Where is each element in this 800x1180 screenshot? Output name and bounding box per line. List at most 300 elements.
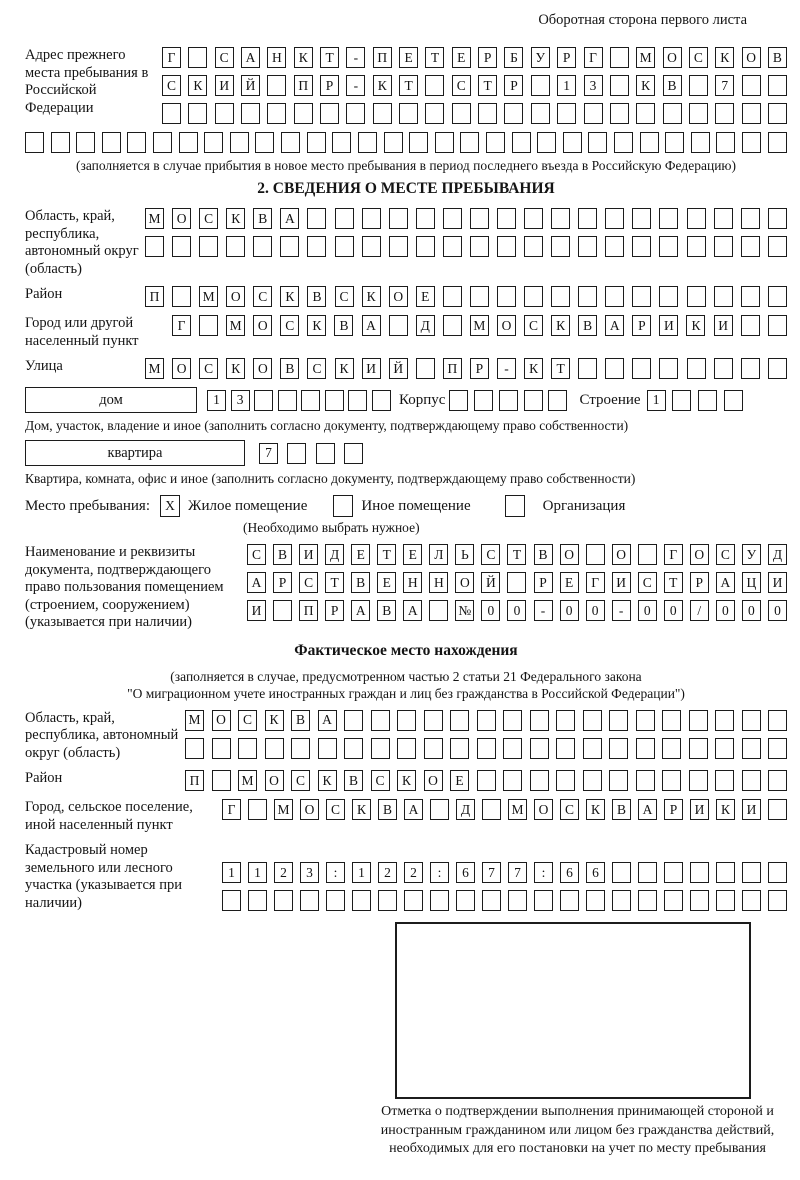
char-cell[interactable] (185, 738, 204, 759)
char-cell[interactable] (563, 132, 582, 153)
char-cell[interactable]: В (307, 286, 326, 307)
char-cell[interactable]: В (663, 75, 682, 96)
char-cell[interactable] (664, 862, 683, 883)
char-cell[interactable]: В (273, 544, 292, 565)
char-cell[interactable] (425, 103, 444, 124)
char-cell[interactable] (741, 286, 760, 307)
char-cell[interactable] (429, 600, 448, 621)
char-cell[interactable] (768, 315, 787, 336)
char-cell[interactable] (443, 208, 462, 229)
char-cell[interactable]: Й (481, 572, 500, 593)
char-cell[interactable] (389, 315, 408, 336)
char-cell[interactable]: 3 (300, 862, 319, 883)
char-cell[interactable] (443, 315, 462, 336)
char-cell[interactable] (344, 443, 363, 464)
char-cell[interactable] (332, 132, 351, 153)
char-cell[interactable] (741, 315, 760, 336)
char-cell[interactable] (508, 890, 527, 911)
char-cell[interactable]: К (188, 75, 207, 96)
char-cell[interactable]: 1 (352, 862, 371, 883)
char-cell[interactable]: В (334, 315, 353, 336)
char-cell[interactable] (497, 286, 516, 307)
char-cell[interactable] (741, 236, 760, 257)
char-cell[interactable] (253, 236, 272, 257)
char-cell[interactable]: А (362, 315, 381, 336)
char-cell[interactable] (477, 738, 496, 759)
char-cell[interactable] (534, 890, 553, 911)
char-cell[interactable]: П (145, 286, 164, 307)
char-cell[interactable]: Р (320, 75, 339, 96)
char-cell[interactable] (716, 132, 735, 153)
char-cell[interactable] (162, 103, 181, 124)
char-cell[interactable]: А (605, 315, 624, 336)
char-cell[interactable]: 2 (378, 862, 397, 883)
char-cell[interactable]: И (299, 544, 318, 565)
char-cell[interactable] (556, 738, 575, 759)
char-cell[interactable]: 0 (638, 600, 657, 621)
char-cell[interactable]: И (659, 315, 678, 336)
char-cell[interactable]: К (362, 286, 381, 307)
char-cell[interactable]: С (247, 544, 266, 565)
char-cell[interactable] (768, 799, 787, 820)
char-cell[interactable] (450, 738, 469, 759)
char-cell[interactable]: О (300, 799, 319, 820)
char-cell[interactable] (316, 443, 335, 464)
char-cell[interactable] (503, 770, 522, 791)
char-cell[interactable] (638, 890, 657, 911)
char-cell[interactable]: К (524, 358, 543, 379)
char-cell[interactable]: 7 (715, 75, 734, 96)
char-cell[interactable]: Р (557, 47, 576, 68)
char-cell[interactable] (768, 890, 787, 911)
char-cell[interactable]: С (291, 770, 310, 791)
char-cell[interactable] (443, 236, 462, 257)
char-cell[interactable] (605, 286, 624, 307)
char-cell[interactable]: 2 (274, 862, 293, 883)
char-cell[interactable]: В (291, 710, 310, 731)
char-cell[interactable]: С (238, 710, 257, 731)
char-cell[interactable] (51, 132, 70, 153)
char-cell[interactable] (430, 799, 449, 820)
stay-type-checkbox-residential[interactable]: X (160, 495, 180, 517)
char-cell[interactable]: - (612, 600, 631, 621)
char-cell[interactable]: Г (586, 572, 605, 593)
char-cell[interactable]: 0 (560, 600, 579, 621)
char-cell[interactable]: Г (222, 799, 241, 820)
char-cell[interactable] (287, 443, 306, 464)
char-cell[interactable]: О (172, 358, 191, 379)
char-cell[interactable] (497, 208, 516, 229)
char-cell[interactable]: Г (584, 47, 603, 68)
char-cell[interactable] (768, 286, 787, 307)
char-cell[interactable] (742, 862, 761, 883)
char-cell[interactable]: Г (664, 544, 683, 565)
char-cell[interactable]: Т (664, 572, 683, 593)
char-cell[interactable]: К (373, 75, 392, 96)
char-cell[interactable]: : (326, 862, 345, 883)
char-cell[interactable]: С (716, 544, 735, 565)
char-cell[interactable]: 0 (507, 600, 526, 621)
char-cell[interactable] (265, 738, 284, 759)
char-cell[interactable]: С (215, 47, 234, 68)
char-cell[interactable] (512, 132, 531, 153)
char-cell[interactable]: М (238, 770, 257, 791)
char-cell[interactable]: С (481, 544, 500, 565)
char-cell[interactable]: В (378, 799, 397, 820)
char-cell[interactable] (742, 103, 761, 124)
char-cell[interactable] (425, 75, 444, 96)
char-cell[interactable]: М (636, 47, 655, 68)
char-cell[interactable]: К (715, 47, 734, 68)
char-cell[interactable]: А (318, 710, 337, 731)
char-cell[interactable]: Г (162, 47, 181, 68)
char-cell[interactable] (188, 103, 207, 124)
char-cell[interactable]: И (247, 600, 266, 621)
char-cell[interactable] (662, 710, 681, 731)
char-cell[interactable] (416, 236, 435, 257)
char-cell[interactable] (659, 358, 678, 379)
char-cell[interactable]: В (351, 572, 370, 593)
char-cell[interactable] (335, 236, 354, 257)
char-cell[interactable]: Д (768, 544, 787, 565)
char-cell[interactable] (318, 738, 337, 759)
char-cell[interactable] (230, 132, 249, 153)
char-cell[interactable] (25, 132, 44, 153)
char-cell[interactable] (614, 132, 633, 153)
char-cell[interactable] (320, 103, 339, 124)
char-cell[interactable] (741, 358, 760, 379)
char-cell[interactable]: Е (377, 572, 396, 593)
char-cell[interactable] (742, 890, 761, 911)
char-cell[interactable] (504, 103, 523, 124)
char-cell[interactable] (551, 286, 570, 307)
char-cell[interactable]: Т (325, 572, 344, 593)
char-cell[interactable] (687, 208, 706, 229)
char-cell[interactable]: Е (403, 544, 422, 565)
char-cell[interactable]: Д (325, 544, 344, 565)
char-cell[interactable]: И (362, 358, 381, 379)
char-cell[interactable] (326, 890, 345, 911)
char-cell[interactable]: В (534, 544, 553, 565)
char-cell[interactable]: О (424, 770, 443, 791)
char-cell[interactable]: Р (325, 600, 344, 621)
char-cell[interactable] (768, 710, 787, 731)
char-cell[interactable]: Т (551, 358, 570, 379)
char-cell[interactable] (470, 286, 489, 307)
char-cell[interactable] (524, 208, 543, 229)
char-cell[interactable] (530, 710, 549, 731)
char-cell[interactable] (584, 103, 603, 124)
char-cell[interactable]: К (294, 47, 313, 68)
char-cell[interactable] (76, 132, 95, 153)
char-cell[interactable] (179, 132, 198, 153)
char-cell[interactable] (102, 132, 121, 153)
char-cell[interactable] (531, 103, 550, 124)
char-cell[interactable]: Й (241, 75, 260, 96)
char-cell[interactable]: С (199, 208, 218, 229)
char-cell[interactable]: А (280, 208, 299, 229)
char-cell[interactable]: И (714, 315, 733, 336)
char-cell[interactable]: Т (377, 544, 396, 565)
char-cell[interactable]: 1 (647, 390, 666, 411)
char-cell[interactable] (605, 236, 624, 257)
char-cell[interactable] (497, 236, 516, 257)
char-cell[interactable] (698, 390, 717, 411)
char-cell[interactable] (768, 770, 787, 791)
char-cell[interactable]: 1 (248, 862, 267, 883)
char-cell[interactable] (742, 770, 761, 791)
char-cell[interactable]: 0 (586, 600, 605, 621)
char-cell[interactable] (715, 710, 734, 731)
char-cell[interactable]: С (335, 286, 354, 307)
char-cell[interactable] (248, 799, 267, 820)
char-cell[interactable] (689, 738, 708, 759)
char-cell[interactable]: Р (690, 572, 709, 593)
char-cell[interactable] (477, 770, 496, 791)
char-cell[interactable]: Е (416, 286, 435, 307)
char-cell[interactable]: Т (507, 544, 526, 565)
char-cell[interactable] (586, 890, 605, 911)
char-cell[interactable]: С (371, 770, 390, 791)
char-cell[interactable]: О (265, 770, 284, 791)
char-cell[interactable]: 1 (222, 862, 241, 883)
char-cell[interactable] (430, 890, 449, 911)
char-cell[interactable] (632, 286, 651, 307)
char-cell[interactable] (714, 208, 733, 229)
char-cell[interactable] (665, 132, 684, 153)
char-cell[interactable] (768, 208, 787, 229)
char-cell[interactable] (255, 132, 274, 153)
char-cell[interactable]: К (636, 75, 655, 96)
char-cell[interactable]: 3 (584, 75, 603, 96)
char-cell[interactable] (636, 770, 655, 791)
char-cell[interactable]: М (199, 286, 218, 307)
char-cell[interactable] (291, 738, 310, 759)
char-cell[interactable]: В (377, 600, 396, 621)
char-cell[interactable] (503, 738, 522, 759)
char-cell[interactable] (742, 75, 761, 96)
char-cell[interactable] (689, 710, 708, 731)
char-cell[interactable]: А (716, 572, 735, 593)
char-cell[interactable]: С (524, 315, 543, 336)
char-cell[interactable]: В (280, 358, 299, 379)
char-cell[interactable] (524, 390, 543, 411)
char-cell[interactable] (409, 132, 428, 153)
char-cell[interactable] (188, 47, 207, 68)
char-cell[interactable]: 3 (231, 390, 250, 411)
char-cell[interactable]: О (389, 286, 408, 307)
char-cell[interactable] (742, 738, 761, 759)
char-cell[interactable] (404, 890, 423, 911)
char-cell[interactable]: П (185, 770, 204, 791)
char-cell[interactable] (548, 390, 567, 411)
char-cell[interactable] (609, 710, 628, 731)
char-cell[interactable] (524, 286, 543, 307)
char-cell[interactable] (503, 710, 522, 731)
char-cell[interactable] (687, 236, 706, 257)
char-cell[interactable] (460, 132, 479, 153)
char-cell[interactable] (482, 890, 501, 911)
char-cell[interactable]: Р (534, 572, 553, 593)
char-cell[interactable]: / (690, 600, 709, 621)
char-cell[interactable] (556, 710, 575, 731)
char-cell[interactable] (583, 738, 602, 759)
char-cell[interactable]: Т (425, 47, 444, 68)
char-cell[interactable] (452, 103, 471, 124)
char-cell[interactable] (145, 236, 164, 257)
char-cell[interactable]: О (690, 544, 709, 565)
char-cell[interactable] (362, 208, 381, 229)
char-cell[interactable]: О (497, 315, 516, 336)
char-cell[interactable]: И (742, 799, 761, 820)
char-cell[interactable] (267, 103, 286, 124)
char-cell[interactable]: А (404, 799, 423, 820)
char-cell[interactable] (724, 390, 743, 411)
char-cell[interactable] (384, 132, 403, 153)
char-cell[interactable]: Т (399, 75, 418, 96)
char-cell[interactable] (714, 358, 733, 379)
char-cell[interactable]: В (578, 315, 597, 336)
char-cell[interactable]: Р (470, 358, 489, 379)
char-cell[interactable] (714, 286, 733, 307)
char-cell[interactable] (477, 710, 496, 731)
char-cell[interactable] (578, 236, 597, 257)
char-cell[interactable]: 1 (557, 75, 576, 96)
char-cell[interactable] (716, 862, 735, 883)
char-cell[interactable] (294, 103, 313, 124)
char-cell[interactable] (470, 236, 489, 257)
char-cell[interactable]: 2 (404, 862, 423, 883)
char-cell[interactable]: Р (478, 47, 497, 68)
char-cell[interactable]: 0 (716, 600, 735, 621)
char-cell[interactable]: Т (478, 75, 497, 96)
char-cell[interactable] (768, 132, 787, 153)
char-cell[interactable]: И (768, 572, 787, 593)
char-cell[interactable] (662, 770, 681, 791)
char-cell[interactable] (482, 799, 501, 820)
char-cell[interactable]: К (352, 799, 371, 820)
char-cell[interactable]: А (403, 600, 422, 621)
char-cell[interactable] (474, 390, 493, 411)
char-cell[interactable]: М (470, 315, 489, 336)
char-cell[interactable] (325, 390, 344, 411)
char-cell[interactable]: О (253, 358, 272, 379)
char-cell[interactable] (768, 75, 787, 96)
char-cell[interactable] (307, 208, 326, 229)
char-cell[interactable]: Д (416, 315, 435, 336)
char-cell[interactable]: Д (456, 799, 475, 820)
char-cell[interactable] (397, 710, 416, 731)
char-cell[interactable] (691, 132, 710, 153)
char-cell[interactable]: 7 (508, 862, 527, 883)
char-cell[interactable] (612, 862, 631, 883)
char-cell[interactable]: 6 (586, 862, 605, 883)
char-cell[interactable]: - (346, 47, 365, 68)
char-cell[interactable] (768, 862, 787, 883)
char-cell[interactable] (768, 236, 787, 257)
char-cell[interactable] (416, 208, 435, 229)
char-cell[interactable] (742, 710, 761, 731)
char-cell[interactable]: 7 (259, 443, 278, 464)
char-cell[interactable]: П (443, 358, 462, 379)
char-cell[interactable] (524, 236, 543, 257)
char-cell[interactable]: М (145, 358, 164, 379)
char-cell[interactable] (632, 208, 651, 229)
char-cell[interactable] (741, 208, 760, 229)
char-cell[interactable] (556, 770, 575, 791)
char-cell[interactable]: О (612, 544, 631, 565)
char-cell[interactable] (373, 103, 392, 124)
char-cell[interactable] (609, 770, 628, 791)
char-cell[interactable] (609, 738, 628, 759)
char-cell[interactable]: О (663, 47, 682, 68)
char-cell[interactable] (478, 103, 497, 124)
char-cell[interactable] (450, 710, 469, 731)
char-cell[interactable] (530, 770, 549, 791)
char-cell[interactable] (300, 890, 319, 911)
char-cell[interactable] (280, 236, 299, 257)
char-cell[interactable] (371, 738, 390, 759)
char-cell[interactable] (768, 738, 787, 759)
char-cell[interactable]: К (226, 358, 245, 379)
char-cell[interactable] (588, 132, 607, 153)
char-cell[interactable] (254, 390, 273, 411)
char-cell[interactable]: С (280, 315, 299, 336)
char-cell[interactable] (612, 890, 631, 911)
char-cell[interactable]: И (690, 799, 709, 820)
char-cell[interactable] (172, 286, 191, 307)
char-cell[interactable] (344, 710, 363, 731)
char-cell[interactable] (672, 390, 691, 411)
char-cell[interactable]: № (455, 600, 474, 621)
char-cell[interactable] (358, 132, 377, 153)
char-cell[interactable] (449, 390, 468, 411)
char-cell[interactable]: О (455, 572, 474, 593)
char-cell[interactable] (456, 890, 475, 911)
char-cell[interactable]: К (551, 315, 570, 336)
char-cell[interactable]: И (612, 572, 631, 593)
char-cell[interactable] (424, 710, 443, 731)
char-cell[interactable] (659, 208, 678, 229)
char-cell[interactable] (586, 544, 605, 565)
char-cell[interactable] (424, 738, 443, 759)
char-cell[interactable] (389, 208, 408, 229)
char-cell[interactable]: Н (429, 572, 448, 593)
char-cell[interactable] (768, 103, 787, 124)
char-cell[interactable] (583, 770, 602, 791)
char-cell[interactable] (362, 236, 381, 257)
char-cell[interactable]: Ц (742, 572, 761, 593)
char-cell[interactable] (662, 738, 681, 759)
char-cell[interactable] (273, 600, 292, 621)
char-cell[interactable] (416, 358, 435, 379)
char-cell[interactable]: Е (560, 572, 579, 593)
char-cell[interactable]: С (638, 572, 657, 593)
char-cell[interactable]: К (716, 799, 735, 820)
char-cell[interactable] (238, 738, 257, 759)
char-cell[interactable] (301, 390, 320, 411)
char-cell[interactable] (632, 236, 651, 257)
char-cell[interactable] (226, 236, 245, 257)
char-cell[interactable] (659, 236, 678, 257)
char-cell[interactable]: Н (403, 572, 422, 593)
char-cell[interactable] (610, 75, 629, 96)
char-cell[interactable] (274, 890, 293, 911)
char-cell[interactable] (610, 47, 629, 68)
char-cell[interactable]: К (318, 770, 337, 791)
char-cell[interactable]: 6 (456, 862, 475, 883)
char-cell[interactable] (659, 286, 678, 307)
